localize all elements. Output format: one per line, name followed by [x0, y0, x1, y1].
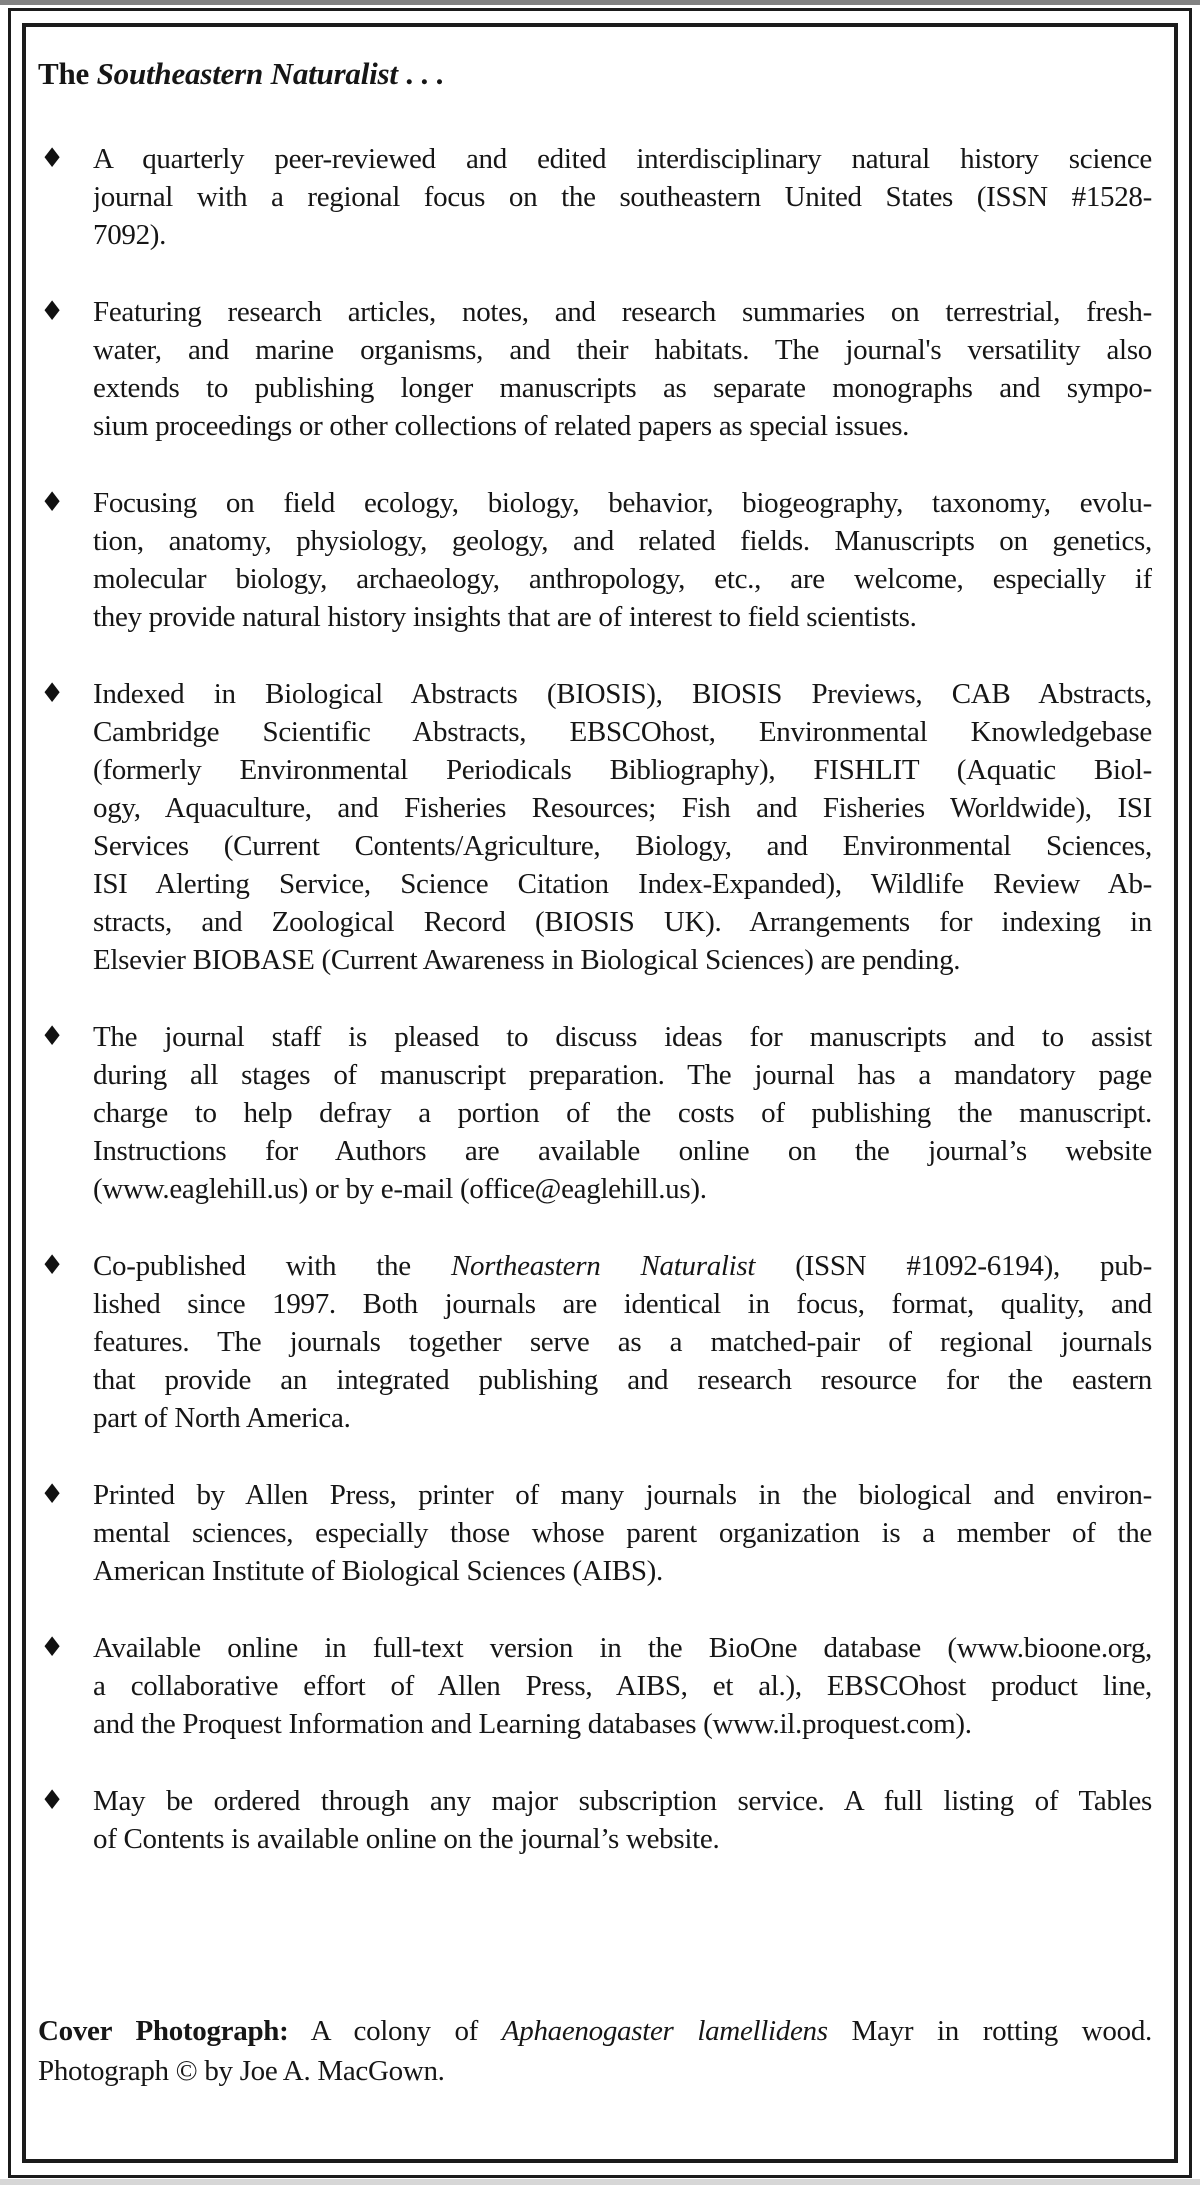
journal-title — [38, 55, 1152, 93]
bullet-text — [93, 293, 1152, 445]
bullet-line: lished since 1997. Both journals are identical in focus, format, quality, and — [93, 1288, 1152, 1320]
bullet-text — [93, 1629, 1152, 1743]
bullet-line: that provide an integrated publishing and research resource for the eastern — [93, 1364, 1152, 1396]
outer-border-frame — [8, 8, 1192, 2178]
bullet-text — [93, 484, 1152, 636]
bullet-line: Cambridge Scientific Abstracts, EBSCOhost, Environmental Knowledgebase — [93, 716, 1152, 748]
scan-edge-bottom — [0, 2179, 1200, 2185]
bullet-text — [93, 140, 1152, 254]
bullet-text — [93, 1782, 1152, 1858]
bullet-line: Elsevier BIOBASE (Current Awareness in Biological Sciences) are pending. — [93, 944, 961, 976]
bullet-item — [38, 675, 1152, 979]
bullet-line: 7092). — [93, 219, 167, 251]
italic-text: Northeastern Naturalist — [450, 1250, 756, 1282]
cover-caption-line-2 — [38, 2051, 1152, 2091]
bullet-line: tion, anatomy, physiology, geology, and related fields. Manuscripts on genetics, — [93, 525, 1152, 557]
bullet-line: stracts, and Zoological Record (BIOSIS UK). Arrangements for indexing in — [93, 906, 1152, 938]
bullet-line: Featuring research articles, notes, and research summaries on terrestrial, fresh- — [93, 296, 1152, 328]
bullet-line: ogy, Aquaculture, and Fisheries Resources; Fish and Fisheries Worldwide), ISI — [93, 792, 1152, 824]
bullet-line: Co-published with the Northeastern Naturalist (ISSN #1092-6194), pub- — [93, 1250, 1152, 1282]
bullet-line: molecular biology, archaeology, anthropology, etc., are welcome, especially if — [93, 563, 1152, 595]
cover-text-post: Mayr in rotting wood. — [827, 2015, 1152, 2047]
bullet-text — [93, 675, 1152, 979]
bullet-item — [38, 1247, 1152, 1437]
photo-credit: Photograph © by Joe A. MacGown. — [38, 2055, 445, 2087]
title-prefix: The — [38, 56, 97, 91]
bullet-line: May be ordered through any major subscription service. A full listing of Tables — [93, 1785, 1152, 1817]
bullet-line: part of North America. — [93, 1402, 351, 1434]
cover-caption — [38, 2011, 1152, 2091]
diamond-bullet-icon: ♦ — [40, 143, 65, 174]
bullet-item — [38, 1629, 1152, 1743]
species-name: Aphaenogaster lamellidens — [501, 2015, 828, 2047]
bullet-line: Available online in full-text version in the BioOne database (www.bioone.org, — [93, 1632, 1152, 1664]
diamond-bullet-icon: ♦ — [40, 1250, 65, 1281]
bullet-line: they provide natural history insights that are of interest to field scientists. — [93, 601, 917, 633]
bullet-text — [93, 1476, 1152, 1590]
cover-text-pre: A colony of — [288, 2015, 502, 2047]
bullet-list — [38, 140, 1152, 1858]
diamond-bullet-icon: ♦ — [40, 1632, 65, 1663]
bullet-line: sium proceedings or other collections of related papers as special issues. — [93, 410, 910, 442]
bullet-text — [93, 1247, 1152, 1437]
inner-border-frame — [22, 23, 1178, 2163]
diamond-bullet-icon: ♦ — [40, 1479, 65, 1510]
bullet-line: features. The journals together serve as a matched-pair of regional journals — [93, 1326, 1152, 1358]
bullet-line: of Contents is available online on the journal’s website. — [93, 1823, 720, 1855]
bullet-line: The journal staff is pleased to discuss ideas for manuscripts and to assist — [93, 1021, 1152, 1053]
bullet-line: a collaborative effort of Allen Press, AIBS, et al.), EBSCOhost product line, — [93, 1670, 1152, 1702]
bullet-line: (formerly Environmental Periodicals Bibliography), FISHLIT (Aquatic Biol- — [93, 754, 1152, 786]
bullet-item — [38, 293, 1152, 445]
cover-caption-line-1 — [38, 2011, 1152, 2051]
diamond-bullet-icon: ♦ — [40, 1021, 65, 1052]
bullet-line: Focusing on field ecology, biology, behavior, biogeography, taxonomy, evolu- — [93, 487, 1152, 519]
bullet-line: (www.eaglehill.us) or by e-mail (office@eaglehill.us). — [93, 1173, 707, 1205]
bullet-line: American Institute of Biological Sciences (AIBS). — [93, 1555, 663, 1587]
diamond-bullet-icon: ♦ — [40, 678, 65, 709]
bullet-item — [38, 484, 1152, 636]
bullet-item — [38, 1782, 1152, 1858]
diamond-bullet-icon: ♦ — [40, 296, 65, 327]
bullet-item — [38, 140, 1152, 254]
title-ellipsis: . . . — [397, 56, 444, 91]
bullet-line: extends to publishing longer manuscripts as separate monographs and sympo- — [93, 372, 1152, 404]
diamond-bullet-icon: ♦ — [40, 487, 65, 518]
bullet-line: A quarterly peer-reviewed and edited interdisciplinary natural history science — [93, 143, 1152, 175]
bullet-line: Services (Current Contents/Agriculture, Biology, and Environmental Sciences, — [93, 830, 1152, 862]
bullet-line: journal with a regional focus on the southeastern United States (ISSN #1528- — [93, 181, 1152, 213]
bullet-text — [93, 1018, 1152, 1208]
bullet-line: Printed by Allen Press, printer of many journals in the biological and environ- — [93, 1479, 1152, 1511]
bullet-line: charge to help defray a portion of the costs of publishing the manuscript. — [93, 1097, 1152, 1129]
diamond-bullet-icon: ♦ — [40, 1785, 65, 1816]
bullet-line: and the Proquest Information and Learning databases (www.il.proquest.com). — [93, 1708, 972, 1740]
bullet-line: mental sciences, especially those whose parent organization is a member of the — [93, 1517, 1152, 1549]
bullet-line: Instructions for Authors are available online on the journal’s website — [93, 1135, 1152, 1167]
scan-edge-top — [0, 0, 1200, 5]
bullet-line: Indexed in Biological Abstracts (BIOSIS), BIOSIS Previews, CAB Abstracts, — [93, 678, 1152, 710]
bullet-line: water, and marine organisms, and their habitats. The journal's versatility also — [93, 334, 1152, 366]
bullet-item — [38, 1476, 1152, 1590]
journal-name: Southeastern Naturalist — [96, 56, 398, 91]
bullet-line: during all stages of manuscript preparation. The journal has a mandatory page — [93, 1059, 1152, 1091]
bullet-line: ISI Alerting Service, Science Citation Index-Expanded), Wildlife Review Ab- — [93, 868, 1152, 900]
cover-photograph-label: Cover Photograph: — [38, 2015, 289, 2047]
bullet-item — [38, 1018, 1152, 1208]
